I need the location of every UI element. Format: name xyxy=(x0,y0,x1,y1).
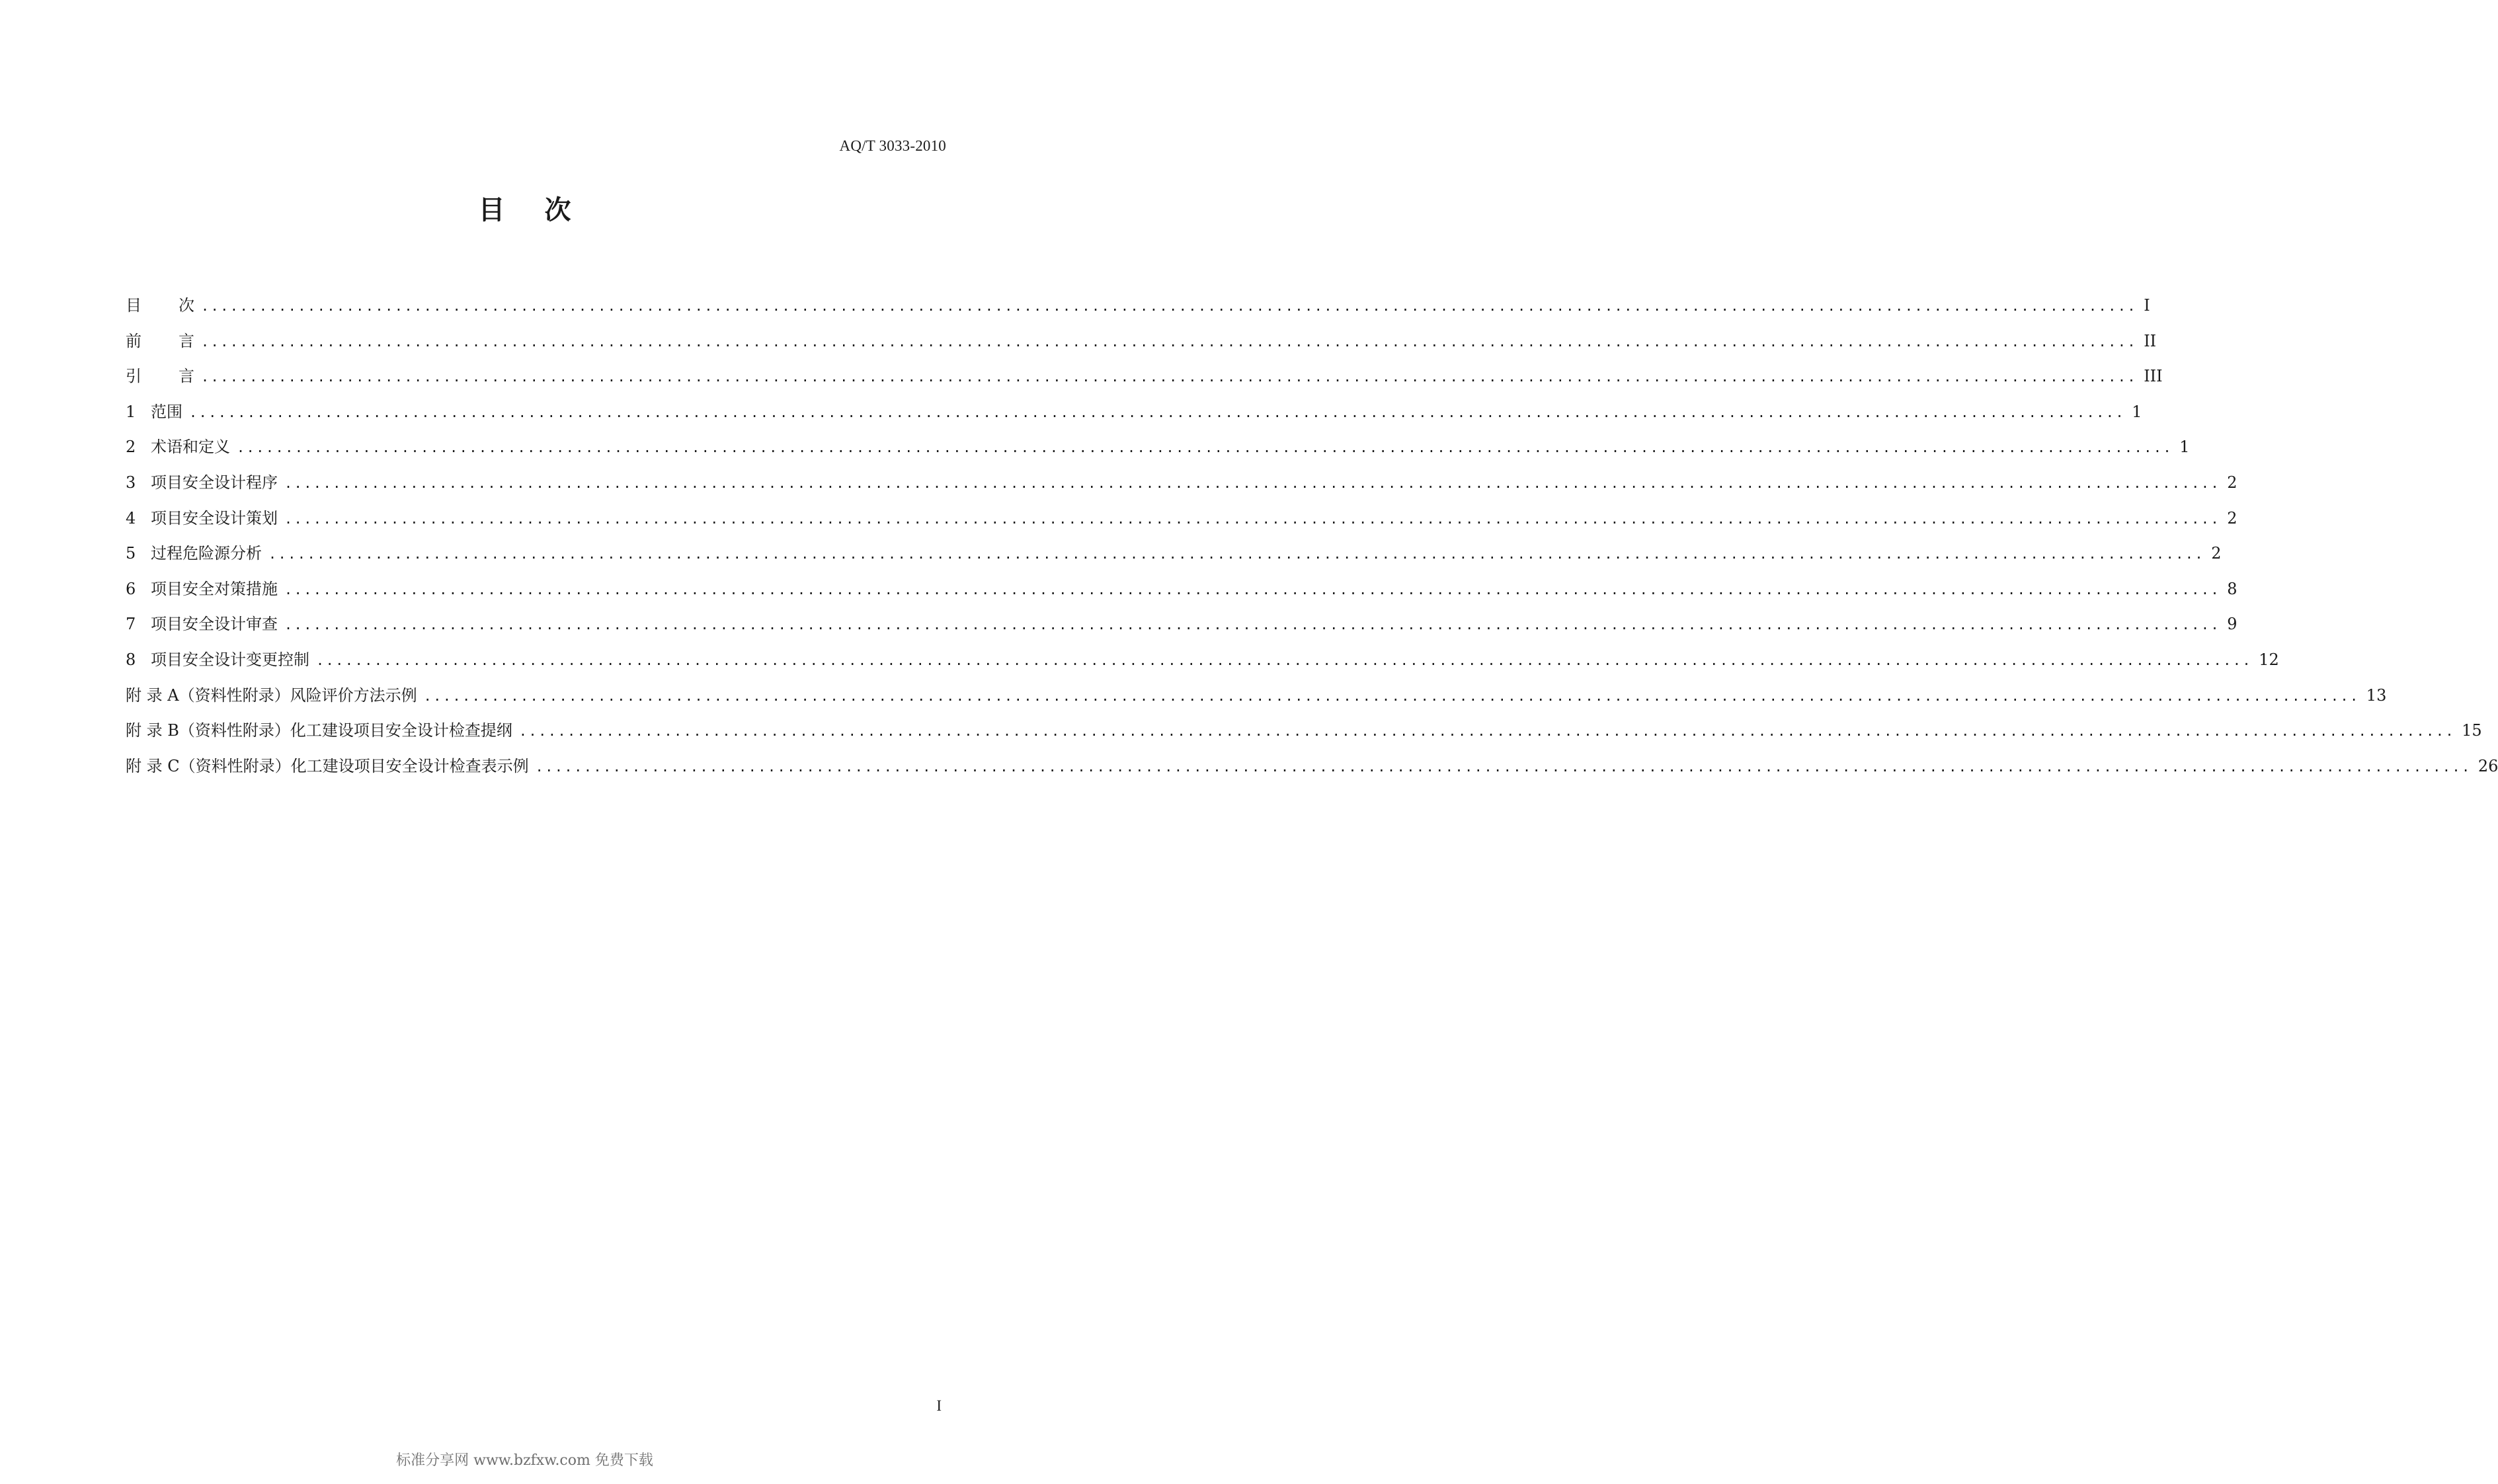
toc-entry[interactable] xyxy=(126,576,2237,611)
page-title-left: 目 xyxy=(478,195,505,225)
toc-entry-page: 8 xyxy=(2227,579,2237,598)
toc-entry[interactable] xyxy=(126,646,2279,682)
document-code: AQ/T 3033-2010 xyxy=(839,137,946,154)
toc-entry-page: III xyxy=(2144,367,2163,386)
toc-entry-page: I xyxy=(2144,296,2150,315)
toc-entry-label: 项目安全设计审查 xyxy=(151,615,278,634)
toc-dot-leader: ........................................................................................................................................................................................................ xyxy=(189,404,2126,420)
toc-entry-page: 15 xyxy=(2462,721,2482,740)
toc-entry-number: 1 xyxy=(126,402,136,421)
toc-entry-page: 2 xyxy=(2211,544,2222,563)
toc-entry-page: 1 xyxy=(2132,402,2142,421)
toc-entry[interactable] xyxy=(126,505,2237,541)
toc-entry-page: 1 xyxy=(2179,438,2190,457)
toc-entry[interactable] xyxy=(126,682,2387,718)
toc-entry-label: 目次 xyxy=(126,296,194,315)
toc-entry-label: 附 录 C（资料性附录）化工建设项目安全设计检查表示例 xyxy=(126,756,529,775)
toc-entry-label: 引言 xyxy=(126,367,194,386)
toc-dot-leader: ........................................................................................................................................................................................................ xyxy=(284,581,2221,598)
toc-dot-leader: ........................................................................................................................................................................................................ xyxy=(316,652,2253,668)
toc-entry[interactable] xyxy=(126,292,2150,328)
toc-entry-page: 26 xyxy=(2478,756,2498,775)
toc-entry-label: 附 录 A（资料性附录）风险评价方法示例 xyxy=(126,685,417,705)
page-number: I xyxy=(936,1397,942,1414)
toc-dot-leader: ........................................................................................................................................................................................................ xyxy=(201,298,2138,314)
toc-entry[interactable] xyxy=(126,540,2222,576)
toc-entry-page: 9 xyxy=(2227,615,2237,634)
toc-entry-number: 7 xyxy=(126,615,136,634)
toc-dot-leader: ........................................................................................................................................................................................................ xyxy=(518,723,2456,740)
toc-entry-number: 4 xyxy=(126,508,136,527)
toc-entry-page: 12 xyxy=(2259,650,2279,669)
toc-dot-leader: ........................................................................................................................................................................................................ xyxy=(201,369,2138,385)
toc-entry-page: 13 xyxy=(2366,685,2387,705)
toc-entry[interactable] xyxy=(126,328,2157,364)
toc-entry[interactable] xyxy=(126,611,2237,646)
toc-entry-label: 项目安全设计策划 xyxy=(151,508,278,527)
toc-entry-page: 2 xyxy=(2227,508,2237,527)
toc-entry-number: 6 xyxy=(126,579,136,598)
toc-entry-label: 过程危险源分析 xyxy=(151,544,262,563)
toc-dot-leader: ........................................................................................................................................................................................................ xyxy=(268,546,2205,563)
toc-dot-leader: ........................................................................................................................................................................................................ xyxy=(284,510,2221,527)
table-of-contents xyxy=(126,292,2498,788)
page-title xyxy=(0,189,1049,227)
toc-entry-number: 5 xyxy=(126,544,136,563)
page-title-right: 次 xyxy=(544,195,571,225)
toc-entry[interactable] xyxy=(126,363,2163,399)
toc-entry-label: 项目安全设计变更控制 xyxy=(151,650,309,669)
toc-entry-label: 术语和定义 xyxy=(151,438,230,457)
toc-entry-page: II xyxy=(2144,331,2157,350)
toc-entry-number: 8 xyxy=(126,650,136,669)
toc-entry[interactable] xyxy=(126,399,2142,434)
toc-entry[interactable] xyxy=(126,753,2498,789)
toc-dot-leader: ........................................................................................................................................................................................................ xyxy=(201,333,2138,350)
toc-entry-number: 2 xyxy=(126,438,136,457)
toc-dot-leader: ........................................................................................................................................................................................................ xyxy=(535,758,2472,775)
toc-dot-leader: ........................................................................................................................................................................................................ xyxy=(284,617,2221,633)
toc-dot-leader: ........................................................................................................................................................................................................ xyxy=(284,475,2221,491)
toc-entry[interactable] xyxy=(126,717,2482,753)
toc-entry-label: 范围 xyxy=(151,402,182,421)
toc-dot-leader: ........................................................................................................................................................................................................ xyxy=(237,440,2173,456)
toc-entry-label: 附 录 B（资料性附录）化工建设项目安全设计检查提纲 xyxy=(126,721,512,740)
watermark-text: 标准分享网 www.bzfxw.com 免费下载 xyxy=(396,1452,653,1469)
toc-entry-number: 3 xyxy=(126,473,136,492)
toc-entry-label: 项目安全设计程序 xyxy=(151,473,278,492)
toc-entry-label: 前言 xyxy=(126,331,194,350)
toc-entry-label: 项目安全对策措施 xyxy=(151,579,278,598)
toc-entry[interactable] xyxy=(126,434,2190,469)
toc-entry[interactable] xyxy=(126,469,2237,505)
toc-entry-page: 2 xyxy=(2227,473,2237,492)
toc-dot-leader: ........................................................................................................................................................................................................ xyxy=(423,687,2360,704)
